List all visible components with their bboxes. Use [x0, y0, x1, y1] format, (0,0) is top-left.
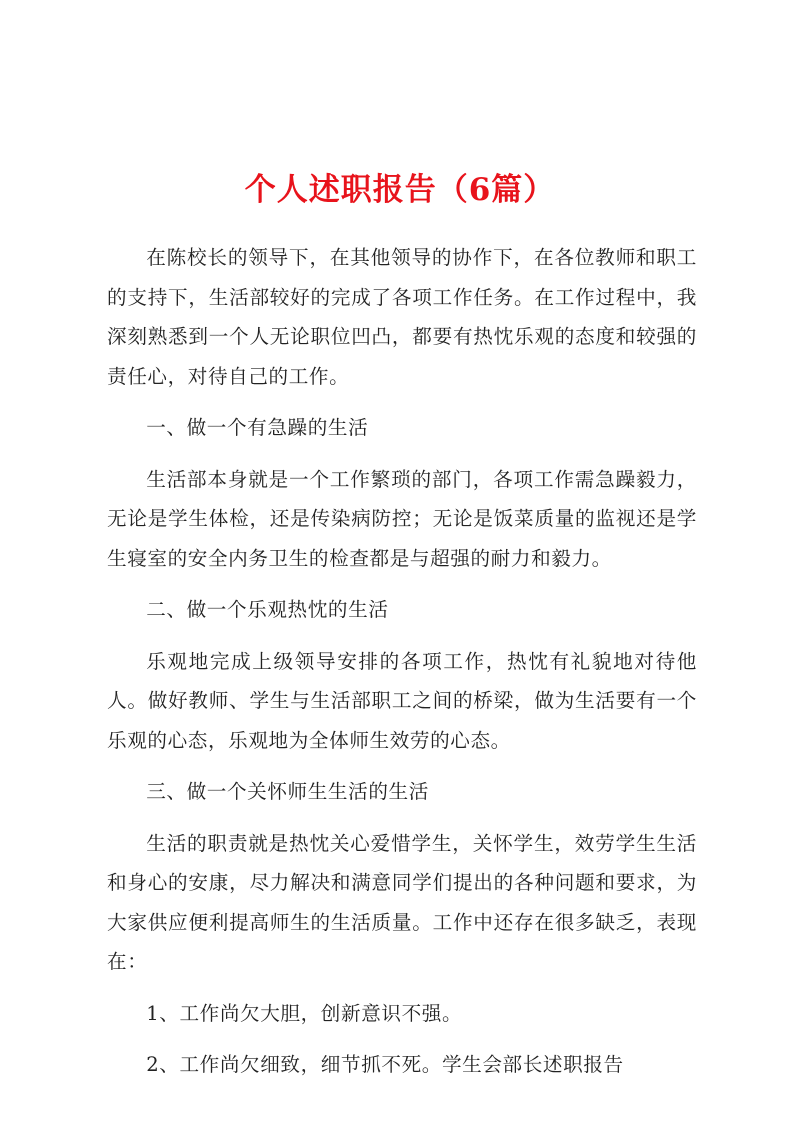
paragraph-section-1: 生活部本身就是一个工作繁琐的部门，各项工作需急躁毅力，无论是学生体检，还是传染病防控；无论是饭菜质量的监视还是学生寝室的安全内务卫生的检查都是与超强的耐力和毅力。 [107, 467, 697, 570]
list-item-2: 2、工作尚欠细致，细节抓不死。学生会部长述职报告 [146, 1053, 624, 1076]
list-item-1: 1、工作尚欠大胆，创新意识不强。 [146, 1001, 463, 1025]
paragraph-section-3: 生活的职责就是热忱关心爱惜学生，关怀学生，效劳学生生活和身心的安康，尽力解决和满意同学们提出的各种问题和要求，为大家供应便利提高师生的生活质量。工作中还存在很多缺乏，表现在： [107, 831, 697, 973]
section-heading-1: 一、做一个有急躁的生活 [146, 416, 369, 439]
document-body [107, 238, 697, 1097]
section-heading-3: 三、做一个关怀师生生活的生活 [146, 780, 429, 803]
section-heading-2: 二、做一个乐观热忱的生活 [146, 598, 389, 621]
paragraph-intro: 在陈校长的领导下，在其他领导的协作下，在各位教师和职工的支持下，生活部较好的完成了各项工作任务。在工作过程中，我深刻熟悉到一个人无论职位凹凸，都要有热忱乐观的态度和较强的责任心，对待自己的工作。 [107, 246, 697, 388]
document-title: 个人述职报告（6篇） [244, 172, 556, 208]
paragraph-section-2: 乐观地完成上级领导安排的各项工作，热忱有礼貌地对待他人。做好教师、学生与生活部职工之间的桥梁，做为生活要有一个乐观的心态，乐观地为全体师生效劳的心态。 [107, 649, 697, 752]
